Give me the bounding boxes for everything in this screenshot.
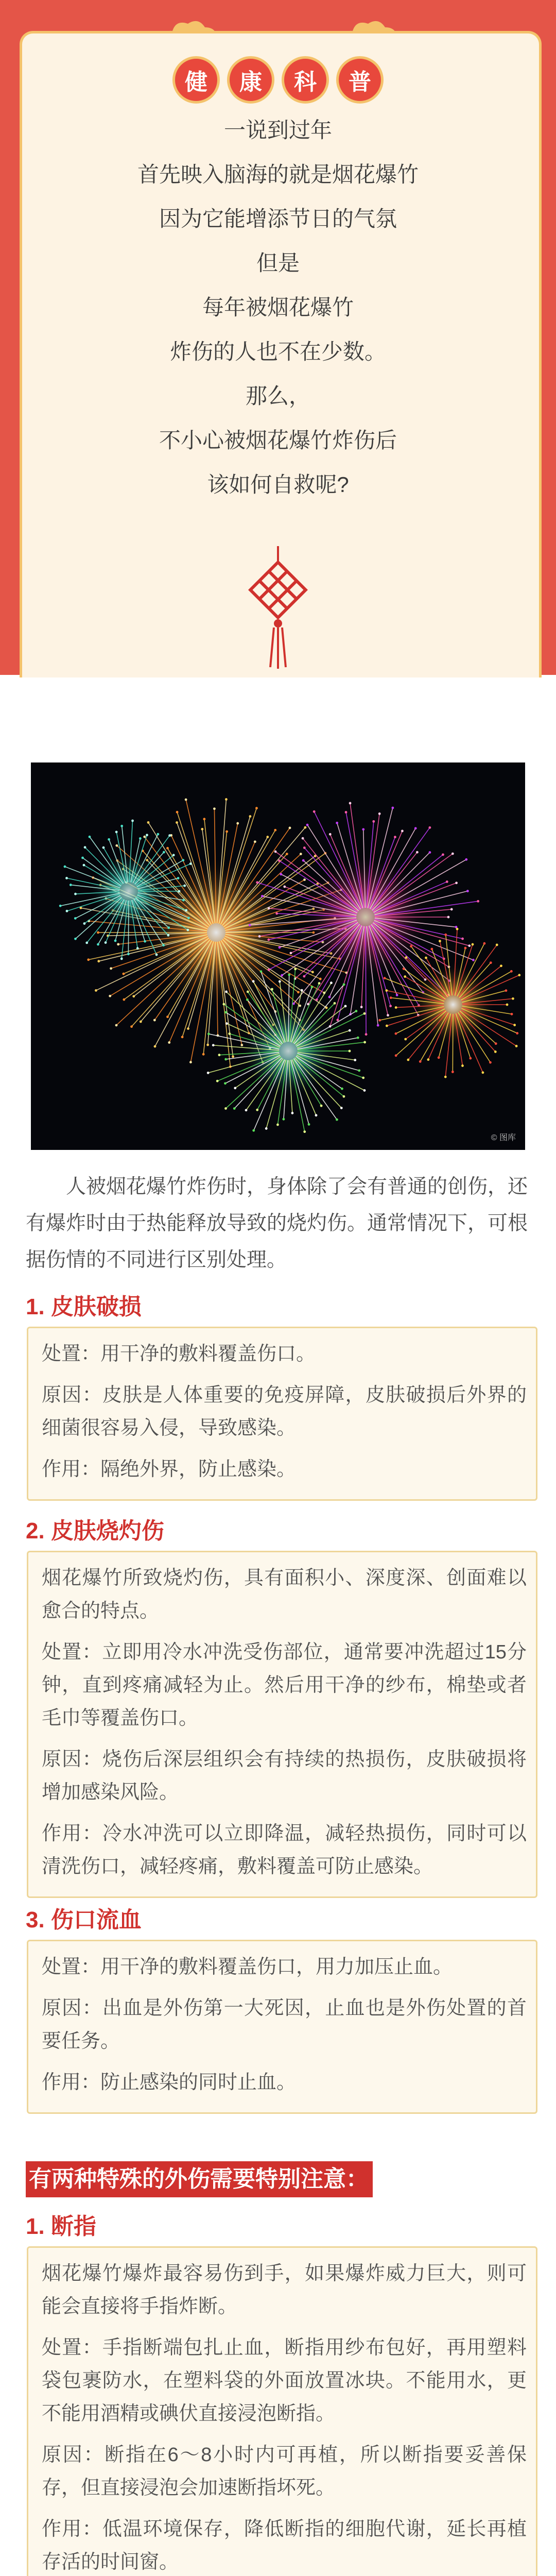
box-paragraph: 作用：低温环境保存，降低断指的细胞代谢，延长再植存活的时间窗。: [42, 2518, 527, 2573]
box-paragraph: 处置：用干净的敷料覆盖伤口，用力加压止血。: [42, 1956, 453, 1978]
info-box: [27, 1551, 537, 1898]
poster-line: 首先映入脑海的就是烟花爆竹: [137, 162, 419, 187]
poster-line: 一说到过年: [223, 118, 332, 142]
box-paragraph: 原因：断指在6～8小时内可再植，所以断指要妥善保存，但直接浸泡会加速断指坏死。: [42, 2444, 527, 2499]
box-paragraph: 作用：防止感染的同时止血。: [42, 2072, 297, 2093]
box-paragraph: 处置：手指断端包扎止血，断指用纱布包好，再用塑料袋包裹防水，在塑料袋的外面放置冰块。不能用水，更不能用酒精或碘伏直接浸泡断指。: [42, 2337, 527, 2425]
fireworks-image: [31, 762, 525, 1150]
special-heading: 有两种特殊的外伤需要特别注意：: [26, 2161, 373, 2197]
box-paragraph: 作用：冷水冲洗可以立即降温，减轻热损伤，同时可以清洗伤口，减轻疼痛，敷料覆盖可防止感染。: [42, 1823, 527, 1877]
section-heading: 2. 皮肤烧灼伤: [26, 1518, 164, 1544]
info-box: [27, 1940, 537, 2114]
section-heading: 3. 伤口流血: [26, 1907, 142, 1933]
box-paragraph: 烟花爆竹爆炸最容易伤到手，如果爆炸威力巨大，则可能会直接将手指炸断。: [42, 2263, 527, 2317]
poster-line: 炸伤的人也不在少数。: [169, 340, 386, 364]
box-paragraph: 原因：皮肤是人体重要的免疫屏障，皮肤破损后外界的细菌很容易入侵，导致感染。: [42, 1384, 527, 1439]
section-heading: 1. 断指: [26, 2214, 96, 2239]
box-paragraph: 烟花爆竹所致烧灼伤，具有面积小、深度深、创面难以愈合的特点。: [42, 1567, 527, 1622]
box-paragraph: 处置：用干净的敷料覆盖伤口。: [42, 1343, 316, 1365]
title-badge: 健: [172, 56, 220, 104]
section-heading: 1. 皮肤破损: [26, 1294, 142, 1319]
title-badge: 普: [336, 56, 384, 104]
poster-line: 那么，: [245, 384, 310, 408]
fireworks-photo: [31, 762, 525, 1150]
box-paragraph: 原因：出血是外伤第一大死因，止血也是外伤处置的首要任务。: [42, 1997, 527, 2052]
poster-line: 该如何自救呢?: [207, 472, 349, 497]
box-paragraph: 原因：烧伤后深层组织会有持续的热损伤，皮肤破损将增加感染风险。: [42, 1749, 527, 1803]
poster-line: 不小心被烟花爆竹炸伤后: [159, 428, 397, 452]
intro-paragraph: 人被烟花爆竹炸伤时，身体除了会有普通的创伤，还有爆炸时由于热能释放导致的烧灼伤。通常情况下，可根据伤情的不同进行区别处理。: [26, 1176, 528, 1271]
info-box: [27, 1327, 537, 1501]
title-badge: 科: [282, 56, 329, 104]
title-badges: [170, 49, 386, 111]
poster-text: [46, 108, 510, 507]
info-box: [27, 2246, 537, 2576]
header-poster: [0, 0, 556, 675]
poster-line: 每年被烟花爆竹: [202, 295, 354, 319]
photo-watermark: © 图库: [491, 1133, 516, 1142]
poster-line: 因为它能增添节日的气氛: [159, 207, 397, 231]
title-badge: 康: [227, 56, 274, 104]
special-heading-strip: [26, 2161, 530, 2197]
poster-line: 但是: [256, 251, 300, 275]
box-paragraph: 作用：隔绝外界，防止感染。: [42, 1459, 297, 1480]
box-paragraph: 处置：立即用冷水冲洗受伤部位，通常要冲洗超过15分钟，直到疼痛减轻为止。然后用干净的纱布，棉垫或者毛巾等覆盖伤口。: [42, 1641, 527, 1729]
chinese-knot-icon: [242, 546, 314, 670]
